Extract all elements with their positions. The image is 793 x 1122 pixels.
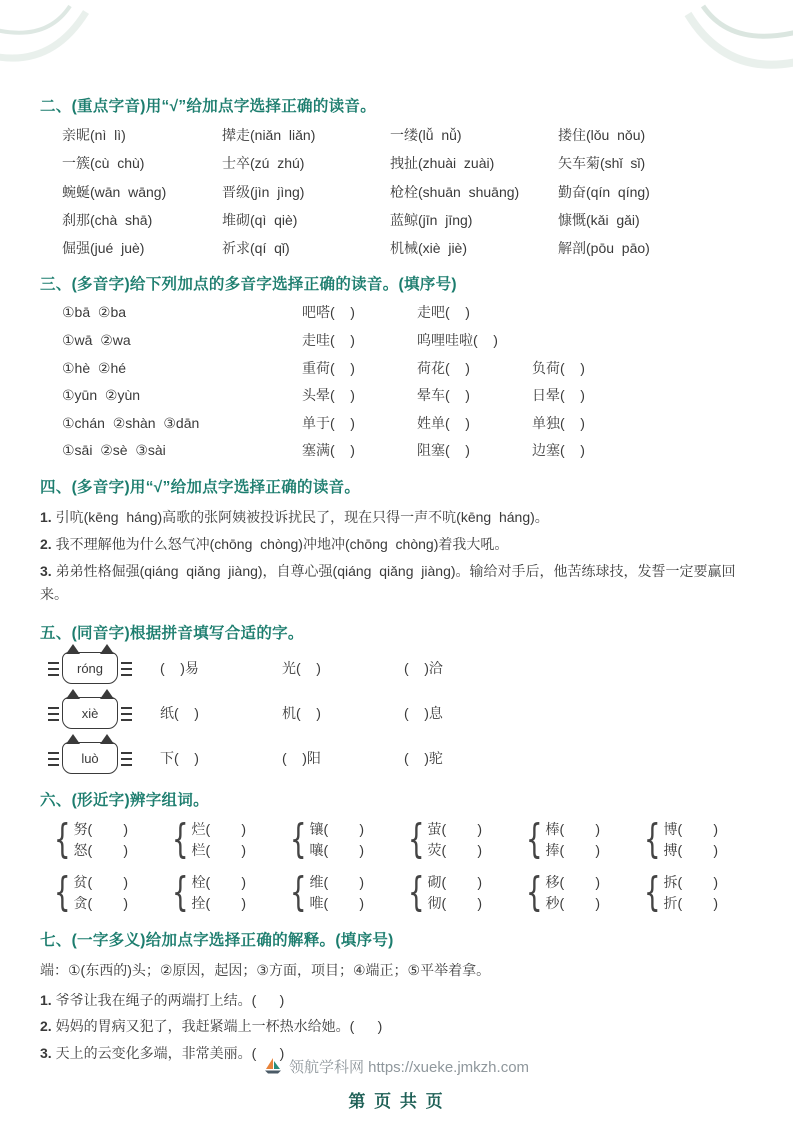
cat-whiskers-left [48, 662, 59, 664]
polyphone-row [40, 386, 753, 406]
word-pinyin-item: 堆砌(qì qiè) [222, 211, 298, 228]
section-polyphonic-fill [40, 272, 753, 461]
char-pair [54, 869, 172, 917]
fill-blank-word: 纸( ) [160, 705, 199, 722]
answer-blank-word: 塞满( ) [302, 442, 355, 459]
char-pair [172, 816, 290, 864]
word-pinyin-item: 蓝鲸(jīn jīng) [390, 211, 473, 228]
item-number: 2. [40, 1018, 52, 1035]
pair-word: 镶( ) [309, 821, 364, 838]
word-pinyin-item: 一缕(lǚ nǚ) [390, 127, 462, 143]
word-pinyin-item: 拽扯(zhuài zuài) [390, 155, 495, 172]
cat-whiskers-right [121, 707, 132, 709]
pair-word: 拴( ) [191, 895, 246, 912]
pair-word: 捧( ) [545, 842, 600, 859]
char-pair [408, 816, 526, 864]
pair-word: 栓( ) [191, 874, 246, 891]
similar-char-row [40, 816, 753, 864]
pair-word: 努( ) [73, 821, 128, 838]
fill-blank-word: 下( ) [160, 750, 199, 767]
pair-word: 贫( ) [73, 874, 128, 891]
pair-word: 贪( ) [73, 895, 128, 912]
homophone-row [40, 697, 753, 729]
word-pinyin-item: 枪栓(shuān shuāng) [390, 183, 520, 200]
pair-word: 移( ) [545, 874, 600, 891]
sentence-text: 我不理解他为什么怒气冲(chōng chòng)冲地冲(chōng chòng)着我大吼。 [55, 535, 509, 552]
pair-word: 维( ) [309, 874, 364, 891]
answer-blank-word: 阻塞( ) [417, 442, 470, 459]
pair-word: 搏( ) [663, 842, 718, 859]
corner-decoration-left [0, 0, 130, 100]
char-pair [290, 869, 408, 917]
pair-word: 栏( ) [191, 842, 246, 859]
answer-blank-word: 单于( ) [302, 414, 355, 431]
char-pair [290, 816, 408, 864]
cat-whiskers-left [48, 752, 59, 754]
answer-blank-word: 日晕( ) [532, 387, 585, 404]
char-pair [54, 816, 172, 864]
word-pinyin-item: 慷慨(kǎi gǎi) [558, 211, 640, 228]
char-pair [526, 869, 644, 917]
pinyin-label: xiè [81, 705, 99, 721]
section5-title: 五、(同音字)根据拼音填写合适的字。 [40, 625, 304, 643]
answer-blank-word: 边塞( ) [532, 442, 585, 459]
fill-blank-word: 光( ) [282, 660, 321, 677]
section-similar-characters [40, 788, 753, 917]
brace-icon: { [54, 869, 71, 917]
sentence-text: 天上的云变化多端，非常美丽。( ) [55, 1044, 285, 1061]
section-key-pronunciation [40, 94, 753, 258]
section3-title: 三、(多音字)给下列加点的多音字选择正确的读音。(填序号) [40, 276, 457, 294]
sentence-item [40, 560, 753, 608]
char-pair [172, 869, 290, 917]
answer-blank-word: 晕车( ) [417, 387, 470, 404]
polyphone-row [40, 359, 753, 379]
cat-face-icon [62, 742, 118, 774]
sentence-text: 爷爷让我在绳子的两端打上结。( ) [55, 991, 285, 1008]
word-pinyin-item: 蜿蜒(wān wāng) [62, 183, 167, 200]
brace-icon: { [526, 816, 543, 864]
fill-blank-word: ( )息 [404, 705, 443, 722]
pair-word: 怒( ) [73, 842, 128, 859]
brace-icon: { [290, 869, 307, 917]
definition-line: 端：①(东西的)头；②原因，起因；③方面，项目；④端正；⑤平举着拿。 [40, 962, 491, 979]
pair-word: 棒( ) [545, 821, 600, 838]
cat-face-icon [62, 652, 118, 684]
fill-blank-word: ( )洽 [404, 660, 443, 677]
polyphone-row [40, 441, 753, 461]
page-footer [0, 1056, 793, 1113]
section6-title: 六、(形近字)辨字组词。 [40, 792, 209, 810]
pinyin-label: luò [81, 750, 99, 766]
sentence-text: 妈妈的胃病又犯了，我赶紧端上一杯热水给她。( ) [55, 1018, 383, 1035]
pair-word: 秒( ) [545, 895, 600, 912]
pinyin-options: ①bā ②ba [62, 304, 127, 321]
answer-blank-word: 负荷( ) [532, 359, 585, 376]
answer-blank-word: 姓单( ) [417, 414, 470, 431]
cat-whiskers-right [121, 752, 132, 754]
answer-blank-word: 走哇( ) [302, 332, 355, 349]
item-number: 1. [40, 991, 52, 1008]
word-pinyin-item: 解剖(pōu pāo) [558, 240, 650, 257]
polyphone-row [40, 414, 753, 434]
char-pair [526, 816, 644, 864]
word-pinyin-item: 晋级(jìn jìng) [222, 183, 305, 200]
answer-blank-word: 单独( ) [532, 414, 585, 431]
brace-icon: { [644, 816, 661, 864]
pair-word: 拆( ) [663, 874, 718, 891]
item-number: 2. [40, 535, 52, 552]
cat-whiskers-left [48, 707, 59, 709]
pair-word: 博( ) [663, 821, 718, 838]
homophone-row [40, 652, 753, 684]
sentence-item [40, 533, 753, 557]
pair-word: 嚷( ) [309, 842, 364, 859]
pair-word: 萤( ) [427, 821, 482, 838]
brace-icon: { [172, 869, 189, 917]
item-number: 1. [40, 509, 52, 526]
sail-logo-icon [264, 1057, 282, 1075]
word-pinyin-item: 搂住(lǒu nǒu) [558, 127, 646, 143]
sentence-item [40, 988, 753, 1013]
sentence-text: 引吭(kēng háng)高歌的张阿姨被投诉扰民了，现在只得一声不吭(kēng háng)。 [55, 509, 549, 526]
sentence-text: 弟弟性格倔强(qiáng qiǎng jiàng)，自尊心强(qiáng qiǎng jiàng)。输给对手后，他苦练球技，发誓一定要赢回来。 [40, 562, 736, 603]
word-pinyin-item: 撵走(niǎn liǎn) [222, 127, 316, 143]
sentence-item [40, 1014, 753, 1039]
brace-icon: { [290, 816, 307, 864]
pair-word: 彻( ) [427, 895, 482, 912]
char-pair [644, 816, 762, 864]
section-homophones [40, 621, 753, 774]
sentence-item [40, 506, 753, 530]
char-pair [408, 869, 526, 917]
polyphone-row [40, 331, 753, 351]
word-pinyin-item: 倔强(jué juè) [62, 240, 145, 257]
section4-title: 四、(多音字)用“√”给加点字选择正确的读音。 [40, 479, 361, 497]
item-number: 3. [40, 562, 52, 579]
pinyin-options: ①hè ②hé [62, 359, 127, 376]
section7-title: 七、(一字多义)给加点字选择正确的解释。(填序号) [40, 932, 394, 950]
pinyin-options: ①sāi ②sè ③sài [62, 442, 166, 459]
pinyin-options: ①chán ②shàn ③dān [62, 414, 200, 431]
word-pinyin-item: 勤奋(qín qíng) [558, 183, 650, 200]
pair-word: 唯( ) [309, 895, 364, 912]
word-pinyin-item: 矢车菊(shǐ sǐ) [558, 155, 646, 172]
answer-blank-word: 走吧( ) [417, 304, 470, 321]
fill-blank-word: ( )阳 [282, 750, 321, 767]
pair-word: 折( ) [663, 895, 718, 912]
pair-word: 荧( ) [427, 842, 482, 859]
cat-face-icon [62, 697, 118, 729]
similar-char-row [40, 869, 753, 917]
pinyin-options: ①wā ②wa [62, 332, 131, 349]
section2-title: 二、(重点字音)用“√”给加点字选择正确的读音。 [40, 98, 377, 115]
word-pinyin-item: 祈求(qí qǐ) [222, 240, 290, 257]
fill-blank-word: ( )驼 [404, 750, 443, 767]
word-pinyin-item: 一簇(cù chù) [62, 155, 145, 172]
item-number: 3. [40, 1044, 52, 1061]
pronunciation-choice-grid [40, 125, 753, 258]
pair-word: 烂( ) [191, 821, 246, 838]
answer-blank-word: 头晕( ) [302, 387, 355, 404]
pinyin-label: róng [76, 660, 104, 676]
homophone-row [40, 742, 753, 774]
page-number: 第 页 共 页 [348, 1092, 445, 1111]
cat-whiskers-right [121, 662, 132, 664]
pair-word: 砌( ) [427, 874, 482, 891]
answer-blank-word: 吧嗒( ) [302, 304, 355, 321]
section-polysemy [40, 928, 753, 1065]
brace-icon: { [408, 816, 425, 864]
brace-icon: { [644, 869, 661, 917]
fill-blank-word: 机( ) [282, 705, 321, 722]
word-pinyin-item: 士卒(zú zhú) [222, 155, 305, 172]
brace-icon: { [408, 869, 425, 917]
polyphone-row [40, 303, 753, 323]
word-pinyin-item: 机械(xiè jiè) [390, 240, 468, 257]
answer-blank-word: 重荷( ) [302, 359, 355, 376]
footer-site-text: 领航学科网 https://xueke.jmkzh.com [288, 1058, 530, 1076]
char-pair [644, 869, 762, 917]
word-pinyin-item: 刹那(chà shā) [62, 211, 153, 228]
word-pinyin-item: 亲昵(nì lì) [62, 127, 126, 143]
site-credit [264, 1056, 529, 1077]
answer-blank-word: 呜哩哇啦( ) [417, 332, 498, 349]
brace-icon: { [526, 869, 543, 917]
brace-icon: { [172, 816, 189, 864]
pinyin-options: ①yūn ②yùn [62, 387, 141, 404]
brace-icon: { [54, 816, 71, 864]
section-polyphonic-check [40, 475, 753, 607]
fill-blank-word: ( )易 [160, 660, 199, 677]
answer-blank-word: 荷花( ) [417, 359, 470, 376]
